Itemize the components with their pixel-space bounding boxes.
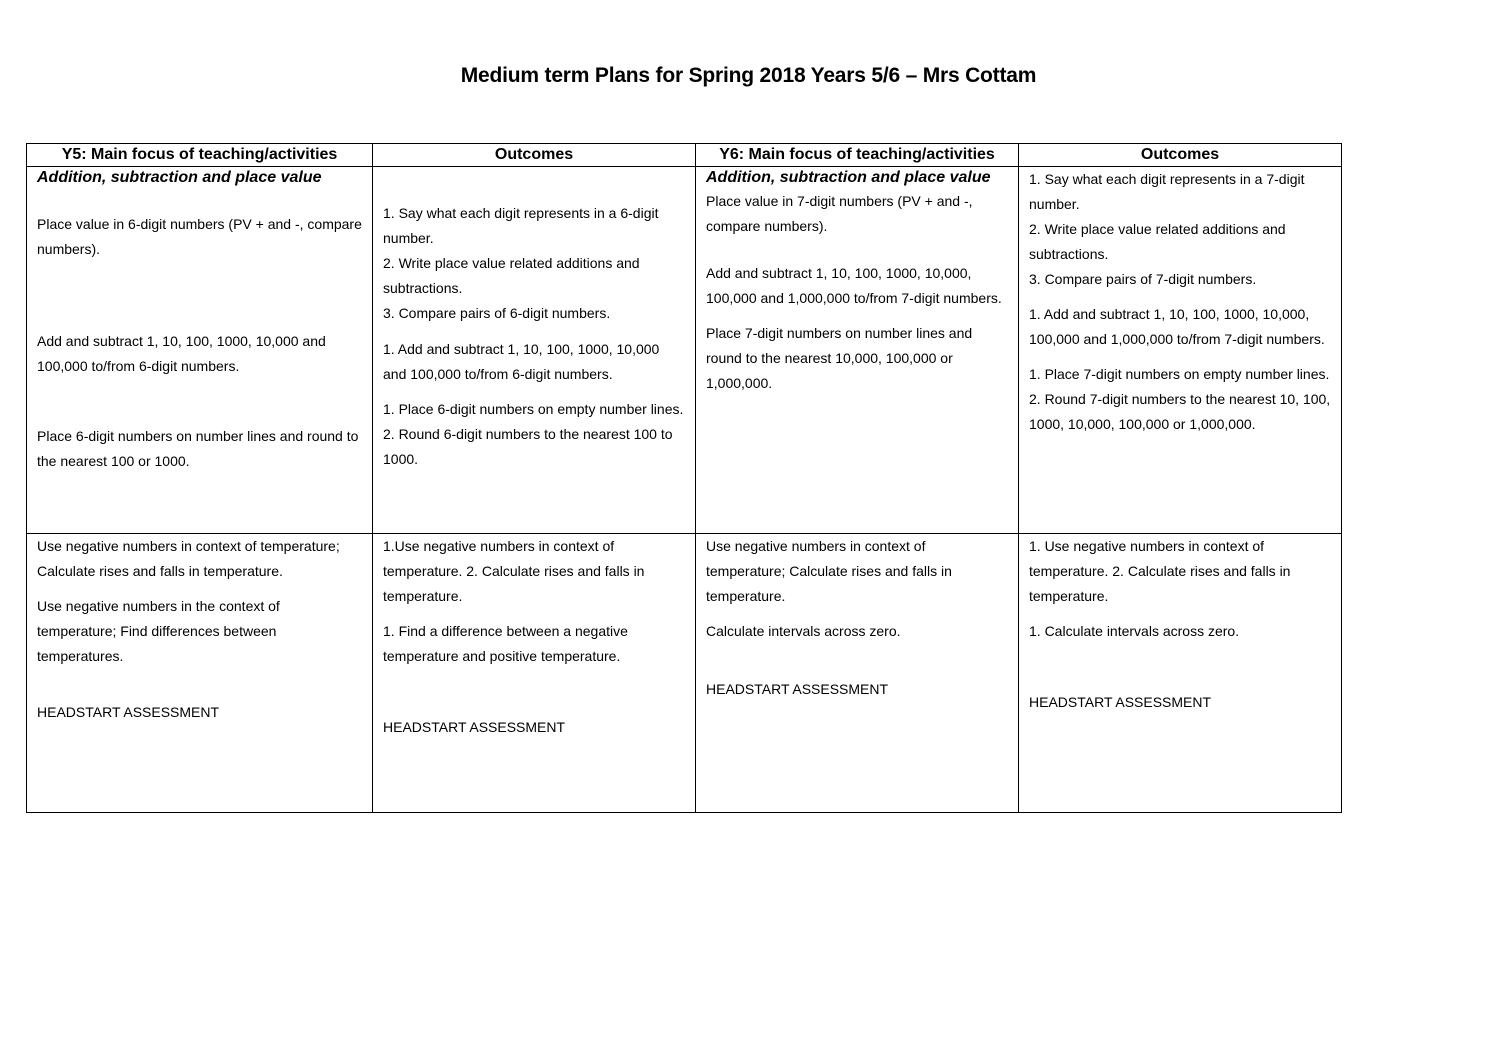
focus-item: Add and subtract 1, 10, 100, 1000, 10,000, 100,000 and 1,000,000 to/from 7-digit numbers.: [706, 265, 1002, 306]
y6-focus-cell: [696, 167, 1019, 534]
assessment-label: HEADSTART ASSESSMENT: [37, 704, 220, 720]
y6-outcomes-cell: [1019, 534, 1342, 813]
outcome-item: 2. Write place value related additions and subtractions.: [1029, 221, 1286, 262]
y5-focus-cell: [27, 167, 373, 534]
header-y5-focus: Y5: Main focus of teaching/activities: [27, 144, 373, 167]
header-y6-focus: Y6: Main focus of teaching/activities: [696, 144, 1019, 167]
outcome-item: 2. Round 6-digit numbers to the nearest 100 to 1000.: [383, 426, 673, 467]
outcome-item: 1. Use negative numbers in context of temperature. 2. Calculate rises and falls in temperature.: [1029, 538, 1291, 604]
outcome-item: 2. Write place value related additions and subtractions.: [383, 255, 640, 296]
header-row: [27, 144, 1342, 167]
outcome-item: 1. Place 7-digit numbers on empty number lines.: [1029, 366, 1330, 382]
outcome-item: 1. Add and subtract 1, 10, 100, 1000, 10,000 and 100,000 to/from 6-digit numbers.: [383, 341, 660, 382]
y6-focus-cell: [696, 534, 1019, 813]
outcome-item: 1. Find a difference between a negative temperature and positive temperature.: [383, 623, 628, 664]
focus-item: Add and subtract 1, 10, 100, 1000, 10,000 and 100,000 to/from 6-digit numbers.: [37, 333, 326, 374]
header-y5-outcomes: Outcomes: [373, 144, 696, 167]
section-subheading: Addition, subtraction and place value: [37, 169, 322, 186]
focus-item: Place value in 7-digit numbers (PV + and -, compare numbers).: [706, 193, 973, 234]
focus-item: Place 6-digit numbers on number lines and round to the nearest 100 or 1000.: [37, 428, 359, 469]
outcome-item: 2. Round 7-digit numbers to the nearest 10, 100, 1000, 10,000, 100,000 or 1,000,000.: [1029, 391, 1331, 432]
assessment-label: HEADSTART ASSESSMENT: [383, 719, 566, 735]
focus-item: Use negative numbers in context of temperature; Calculate rises and falls in temperature.: [706, 538, 952, 604]
outcome-item: 1.Use negative numbers in context of temperature. 2. Calculate rises and falls in temperature.: [383, 538, 645, 604]
focus-item: Calculate intervals across zero.: [706, 623, 901, 639]
outcome-group: [383, 201, 685, 326]
table-row: [27, 167, 1342, 534]
y5-outcomes-cell: [373, 534, 696, 813]
outcome-item: 1. Say what each digit represents in a 7-digit number.: [1029, 171, 1305, 212]
plan-table: [26, 143, 1342, 813]
y5-focus-cell: [27, 534, 373, 813]
header-y6-outcomes: Outcomes: [1019, 144, 1342, 167]
outcome-item: 3. Compare pairs of 6-digit numbers.: [383, 305, 611, 321]
outcome-group: [1029, 302, 1331, 352]
outcome-item: 1. Calculate intervals across zero.: [1029, 623, 1240, 639]
focus-item: Place 7-digit numbers on number lines and round to the nearest 10,000, 100,000 or 1,000,000.: [706, 325, 973, 391]
y5-outcomes-cell: [373, 167, 696, 534]
focus-item: Place value in 6-digit numbers (PV + and -, compare numbers).: [37, 216, 362, 257]
outcome-group: [383, 337, 685, 387]
page-title: Medium term Plans for Spring 2018 Years 5/6 – Mrs Cottam: [460, 64, 1037, 87]
outcome-item: 1. Say what each digit represents in a 6-digit number.: [383, 205, 659, 246]
focus-item: Use negative numbers in the context of temperature; Find differences between temperatures.: [37, 598, 280, 664]
y6-outcomes-cell: [1019, 167, 1342, 534]
outcome-item: 3. Compare pairs of 7-digit numbers.: [1029, 271, 1257, 287]
assessment-label: HEADSTART ASSESSMENT: [706, 681, 889, 697]
outcome-item: 1. Place 6-digit numbers on empty number lines.: [383, 401, 684, 417]
outcome-group: [383, 397, 685, 472]
focus-item: Use negative numbers in context of temperature; Calculate rises and falls in temperature.: [37, 538, 340, 579]
outcome-item: 1. Add and subtract 1, 10, 100, 1000, 10,000, 100,000 and 1,000,000 to/from 7-digit numbers.: [1029, 306, 1325, 347]
section-subheading: Addition, subtraction and place value: [706, 169, 991, 186]
outcome-group: [1029, 167, 1331, 292]
table-row: [27, 534, 1342, 813]
outcome-group: [1029, 362, 1331, 437]
assessment-label: HEADSTART ASSESSMENT: [1029, 694, 1212, 710]
